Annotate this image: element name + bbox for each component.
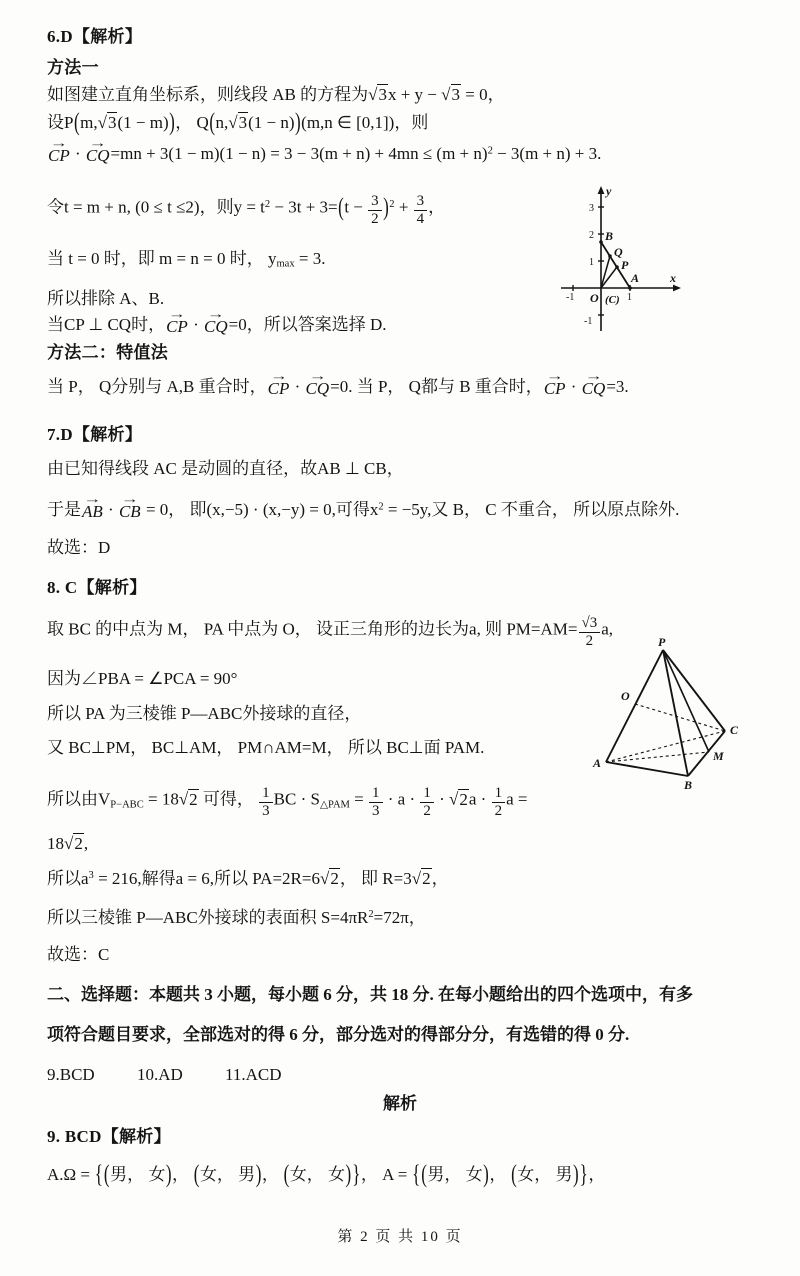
q8-line-perpendicular-plane: 又 BC⊥PM， BC⊥AM， PM∩AM=M， 所以 BC⊥面 PAM. <box>47 738 485 757</box>
q6-line-points: 设P(m,√3(1 − m))， Q(n,√3(1 − n))(m,n ∈ [0,1])，则 <box>47 107 429 137</box>
analysis-heading: 解析 <box>383 1094 417 1113</box>
x-axis-label: x <box>670 271 676 285</box>
segment-oc-dashed <box>635 704 725 731</box>
edge-ab <box>606 762 688 776</box>
q7-line-diameter: 由已知得线段 AC 是动圆的直径，故AB ⊥ CB， <box>47 459 404 478</box>
q6-line-substitution: 令t = m + n, (0 ≤ t ≤2)，则$y = t^2 - 3t + 3=(t$ − $\frac{3}{2}$ )$^2$ + $\frac{3}{4}$ ， <box>47 192 446 228</box>
q6-header: 6.D【解析】 <box>47 27 143 46</box>
q8-line-solve-a: 所以$a^3 = 216$,解得a = 6,所以 PA=2R=6√2， 即 R=3√2， <box>47 869 449 888</box>
q8-line-diameter: 所以 PA 为三棱锥 P—ABC外接球的直径， <box>47 704 362 723</box>
q6-line-perpendicular: 当CP ⊥ CQ时， → CP · → CQ =0，所以答案选择 D. <box>47 307 387 337</box>
label-o: O <box>621 689 630 703</box>
section2-heading-line1: 二、选择题：本题共 3 小题，每小题 6 分，共 18 分. 在每小题给出的四个选项中，有多 <box>47 985 693 1004</box>
q7-line-dotproduct: 于是 → AB · → CB = 0， 即(x,−5) · (x,−y) = 0,可得$x^2 = -5y$,又 B， C 不重合， 所以原点除外. <box>47 492 680 522</box>
answer-q11: 11.ACD <box>225 1065 282 1084</box>
q8-answer: 故选：C <box>47 945 110 964</box>
q6-line-exclude: 所以排除 A、B. <box>47 289 165 308</box>
page-footer: 第 2 页 共 10 页 <box>337 1229 463 1245</box>
figure-tetrahedron <box>578 636 778 796</box>
q6-method2-label: 方法二：特值法 <box>47 343 169 362</box>
section2-heading-line2: 项符合题目要求，全部选对的得 6 分，部分选对的得部分分，有选错的得 0 分. <box>47 1025 630 1044</box>
tick-label-1: 1 <box>589 257 594 268</box>
point-a <box>628 286 632 290</box>
q7-answer: 故选：D <box>47 538 111 557</box>
label-c: C <box>730 723 739 737</box>
q6-line-max: 当 t = 0 时，即 m = n = 0 时， $y_{max} = 3$. <box>47 249 326 270</box>
edge-pa <box>606 650 663 762</box>
label-c-paren: (C) <box>605 294 620 306</box>
q8-line-surface-area: 所以三棱锥 P—ABC外接球的表面积 $S=4\pi R^2=72\pi$， <box>47 908 426 927</box>
answer-q10: 10.AD <box>136 1065 183 1084</box>
label-o: O <box>590 291 599 305</box>
label-p: P <box>621 258 629 272</box>
segment-am-dashed <box>606 752 709 762</box>
q8-header: 8. C【解析】 <box>47 578 147 597</box>
label-a: A <box>593 756 602 770</box>
q6-line-dotproduct: → CP · → CQ $=mn + 3(1 - m)(1 - n) = 3 - 3(m + n) + 4mn \le (m + n)^2 - 3(m + n) + 3$. <box>48 136 602 166</box>
tick-label-neg1-x: -1 <box>566 292 575 303</box>
figure-coordinate-axes <box>553 183 768 338</box>
q9-line-sample-space: A.Ω = {(男， 女)， (女， 男)， (女， 女)}， A = {(男， 女)， (女， 男)}， <box>47 1159 606 1189</box>
x-axis-arrow-icon <box>673 285 681 292</box>
q8-line-volume-value: 18√2, <box>47 834 89 853</box>
q6-line-special-values: 当 P， Q分别与 A,B 重合时， → CP · → CQ =0. 当 P， Q都与 B 重合时， → CP · → CQ =3. <box>47 369 629 399</box>
label-m: M <box>713 749 724 763</box>
y-axis-label: y <box>606 184 612 198</box>
label-p: P <box>658 636 666 649</box>
point-b <box>599 240 603 244</box>
tick-label-1-x: 1 <box>627 292 632 303</box>
tick-label-2: 2 <box>589 230 594 241</box>
q8-line-angles: 因为∠PBA = ∠PCA = 90° <box>47 669 238 688</box>
q9-header: 9. BCD【解析】 <box>47 1127 171 1146</box>
q8-line-volume: 所以由$V_{P-ABC} = 18√2$ 可得， $\frac{1}{3}$ BC · $S_{\triangle PAM}$ = $\frac{1}{3}$ · a · $\frac{1}{2}$ · √2a · $\frac{1}{2}$ a = <box>47 785 528 820</box>
answer-q9: 9.BCD <box>47 1065 95 1084</box>
label-b: B <box>605 229 614 243</box>
q6-line-equation: 如图建立直角坐标系，则线段 AB 的方程为√3x + y − √3 = 0， <box>47 85 505 104</box>
q8-line-midpoints: 取 BC 的中点为 M， PA 中点为 O， 设正三角形的边长为a, 则 PM=AM= $\frac{√3}{2}$ a, <box>47 615 613 650</box>
point-p <box>615 265 619 269</box>
label-q: Q <box>614 245 623 259</box>
multiple-choice-answers <box>47 1064 320 1085</box>
label-a: A <box>631 271 640 285</box>
q7-header: 7.D【解析】 <box>47 425 143 444</box>
y-axis-arrow-icon <box>598 186 605 194</box>
point-q <box>608 254 612 258</box>
tick-label-neg1-y: -1 <box>584 316 593 327</box>
label-b: B <box>684 778 693 792</box>
tick-label-3: 3 <box>589 203 594 214</box>
q6-method1-label: 方法一 <box>47 58 99 77</box>
